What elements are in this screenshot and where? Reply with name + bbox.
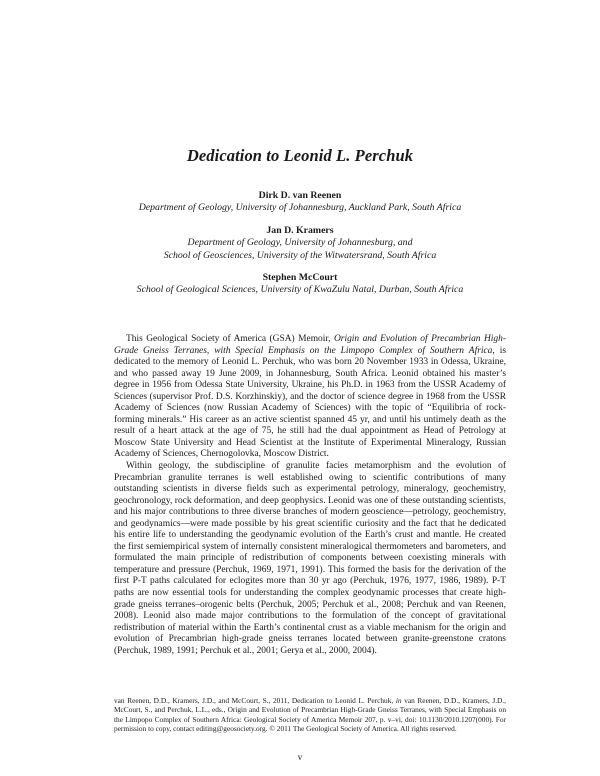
author-affiliation: Department of Geology, University of Johannesburg, Auckland Park, South Africa [138,202,462,213]
author-block-1 [0,189,600,215]
paragraph-intro: This Geological Society of America (GSA) Memoir, [126,334,334,344]
author-affiliation: School of Geosciences, University of the Witwatersrand, South Africa [163,249,437,261]
footnote-text: van Reenen, D.D., Kramers, J.D., McCourt, S., and Perchuk, L.L., eds., Origin and Evolution of Precambrian High-Grade Gneiss Terranes, with Special Emphasis on the Limpopo Complex of Southern Africa: Geological Society of America Memoir 207, p. v–vi, doi: 10.1130/2010.1207(000). For permission to copy, contact editing@geosociety.org. © 2011 The Geological Society of America. All rights reserved. [114,696,507,733]
body-paragraph-2: Within geology, the subdiscipline of granulite facies metamorphism and the evolution of Precambrian granulite terranes is well established owing to scientific contributions of many outstanding scientists in diverse fields such as experimental petrology, mineralogy, geochemistry, geochronology, rock deformation, and deep geophysics. Leonid was one of these outstanding scientists, and his major contributions to three diverse branches of modern geoscience—petrology, geochemistry, and geodynamics—were made possible by his great scientific curiosity and the fact that he dedicated his entire life to understanding the geodynamic evolution of the Earth’s crust and mantle. He created the first semiempirical system of internally consistent mineralogical thermometers and barometers, and formulated the main principle of redistribution of components between coexisting minerals with temperature and pressure (Perchuk, 1969, 1971, 1991). This formed the basis for the derivation of the first P-T paths calculated for eclogites more than 30 yr ago (Perchuk, 1976, 1977, 1986, 1989). P-T paths are now essential tools for understanding the complex geodynamic processes that create high-grade gneiss terranes–orogenic belts (Perchuk, 2005; Perchuk et al., 2008; Perchuk and van Reenen, 2008). Leonid also made major contributions to the formulation of the concept of gravitational redistribution of material within the Earth’s continental crust as a viable mechanism for the origin and evolution of Precambrian high-grade gneiss terranes located between granite-greenstone cratons (Perchuk, 1989, 1991; Perchuk et al., 2001; Gerya et al., 2000, 2004). [114,461,506,656]
memoir-title: Origin and Evolution of Precambrian High-Grade Gneiss Terranes, with Special Emphasis on the Limpopo Complex of Southern Africa [114,334,506,356]
body-paragraph-1 [114,334,506,461]
footnote-in: in [395,696,402,705]
footnote-text: van Reenen, D.D., Kramers, J.D., and McCourt, S., 2011, Dedication to Leonid L. Perchuk, [114,696,396,705]
page-number: v [297,752,303,762]
author-affiliation: Department of Geology, University of Johannesburg, and [187,237,413,248]
author-name: Dirk D. van Reenen [258,190,342,201]
author-name: Stephen McCourt [262,272,338,283]
article-title: Dedication to Leonid L. Perchuk [186,146,414,165]
author-block-2 [0,224,600,262]
author-name: Jan D. Kramers [266,225,334,236]
paragraph-text: , is dedicated to the memory of Leonid L. Perchuk, who was born 20 November 1933 in Odessa, Ukraine, and who passed away 19 June 2009, in Johannesburg, South Africa. Leonid obtained his master’s degree in 1956 from Odessa State University, Ukraine, his Ph.D. in 1963 from the USSR Academy of Sciences (supervisor Prof. D.S. Korzhinskiy), and the doctor of science degree in 1968 from the USSR Academy of Sciences (now Russian Academy of Sciences) with the topic of “Equilibria of rock-forming minerals.” His career as an active scientist spanned 45 yr, and until his untimely death as the result of a heart attack at the age of 75, he still had the dual appointment as Head of Petrology at Moscow State University and Head Scientist at the Institute of Experimental Mineralogy, Russian Academy of Sciences, Chernogolovka, Moscow District. [114,345,507,460]
body-text [114,334,506,657]
author-affiliation: School of Geological Sciences, University of KwaZulu Natal, Durban, South Africa [136,284,464,295]
author-block-3 [0,271,600,297]
citation-footnote [114,696,506,733]
